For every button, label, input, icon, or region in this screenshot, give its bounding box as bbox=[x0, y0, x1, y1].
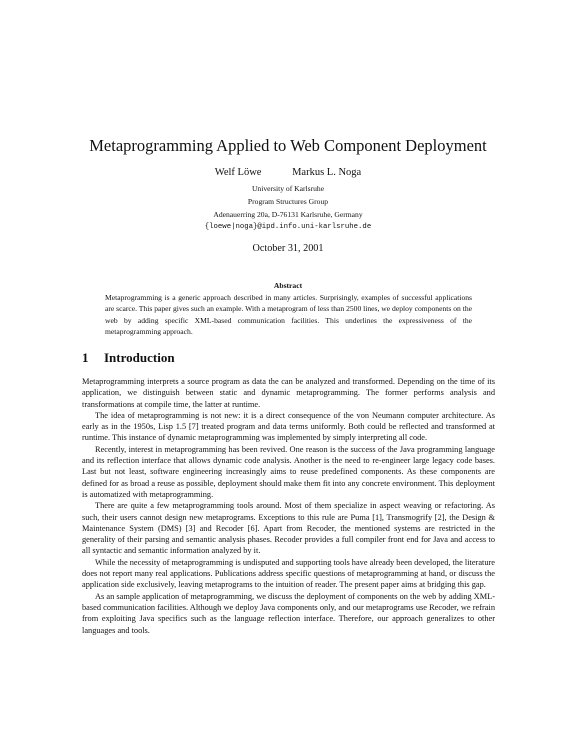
abstract-heading: Abstract bbox=[273, 281, 303, 290]
affiliation-group: Program Structures Group bbox=[247, 197, 329, 206]
section-heading bbox=[82, 350, 175, 366]
paper-title: Metaprogramming Applied to Web Component Deployment bbox=[89, 136, 487, 155]
affiliation-university: University of Karlsruhe bbox=[251, 184, 325, 193]
author-list bbox=[0, 167, 576, 178]
affiliation-address: Adenauerring 20a, D-76131 Karlsruhe, Germany bbox=[213, 210, 363, 219]
paragraph: There are quite a few metaprogramming tools around. Most of them specialize in aspect weaving or refactoring. As such, their users cannot design new metaprograms. Exceptions to this rule are Puma [1], Transmogrify [2], the Design & Maintenance System (DMS) [3] and Recoder [6]. Apart from Recoder, the mentioned systems are restricted in the generality of their parsing and semantic analysis phases. Recoder provides a full compiler front end for Java and access to all syntactic and semantic information analyzed by it. bbox=[82, 501, 495, 556]
section-body bbox=[82, 376, 495, 636]
author-name: Markus L. Noga bbox=[292, 167, 362, 178]
paragraph: Recently, interest in metaprogramming has been revived. One reason is the success of the Java programming language and its reflection interface that allows dynamic code analysis. Another is the need to re-engineer large legacy code bases. Last but not least, software engineering increasingly aims to reuse predefined components. As these components are defined for as broad a reuse as possible, deployment should make them fit into any concrete environment. This deployment is automatized with metaprogramming. bbox=[82, 444, 495, 499]
section-title: Introduction bbox=[104, 350, 175, 365]
section-number: 1 bbox=[82, 350, 89, 365]
paragraph: The idea of metaprogramming is not new: it is a direct consequence of the von Neumann computer architecture. As early as in the 1950s, Lisp 1.5 [7] treated program and data terms uniformly. Both could be reflected and transformed at runtime. This instance of dynamic metaprogramming was implemented by simply interpreting all code. bbox=[82, 410, 495, 443]
author-email: {loewe|noga}@ipd.info.uni-karlsruhe.de bbox=[204, 223, 372, 231]
author-name: Welf Löwe bbox=[214, 167, 262, 178]
paper-date: October 31, 2001 bbox=[252, 243, 324, 254]
paragraph: Metaprogramming interprets a source program as data the can be analyzed and transformed. Depending on the time of its application, we distinguish between static and dynamic metaprogramming. The former performs analysis and transformations at compile time, the latter at runtime. bbox=[82, 377, 495, 409]
abstract-text: Metaprogramming is a generic approach described in many articles. Surprisingly, examples of successful applications are scarce. This paper gives such an example. With a metaprogram of less than 2500 lines, we deploy components on the web by adding specific XML-based communication facilities. This underlines the expressiveness of the metaprogramming approach. bbox=[105, 293, 472, 337]
paragraph: While the necessity of metaprogramming is undisputed and supporting tools have already been developed, the literature does not report many real applications. Publications address specific questions of metaprogramming at hand, or discuss the application side exclusively, leaving metaprograms to the intuition of reader. The present paper aims at bridging this gap. bbox=[82, 557, 495, 590]
paragraph: As an sample application of metaprogramming, we discuss the deployment of components on the web by adding XML-based communication facilities. Although we deploy Java components only, and our metaprograms use Recoder, we refrain from exploiting Java specifics such as the language reflection interface. Therefore, our approach generalizes to other languages and tools. bbox=[82, 591, 495, 635]
